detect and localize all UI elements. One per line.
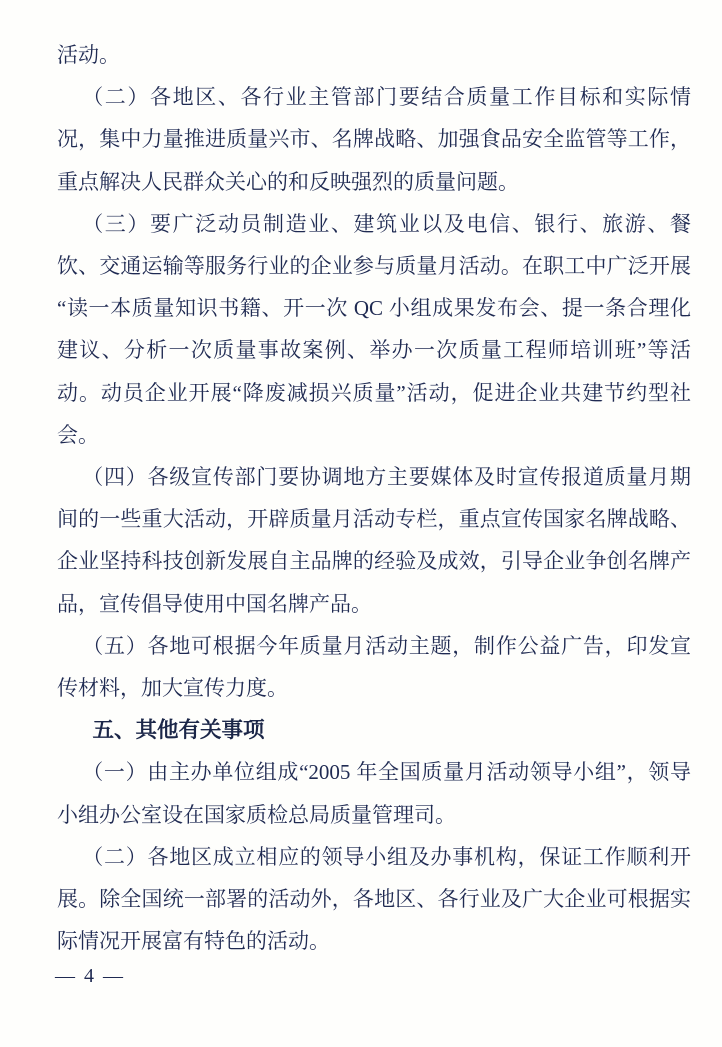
section-heading-other-matters: 五、其他有关事项: [92, 718, 265, 743]
paragraph-item-3: （三）要广泛动员制造业、建筑业以及电信、银行、旅游、餐饮、交通运输等服务行业的企业参与质量月活动。在职工中广泛开展“读一本质量知识书籍、开一次 QC 小组成果发布会、提一条合理化建议、分析一次质量事故案例、举办一次质量工程师培训班”等活动。动员企业开展“降废减损兴质量”活动，促进企业共建节约型社会。: [57, 211, 691, 447]
paragraph-continuation: 活动。: [57, 43, 120, 67]
paragraph-subitem-1: （一）由主办单位组成“2005 年全国质量月活动领导小组”，领导小组办公室设在国家质检总局质量管理司。: [57, 760, 691, 827]
document-body: [57, 34, 691, 962]
paragraph-subitem-2: （二）各地区成立相应的领导小组及办事机构，保证工作顺利开展。除全国统一部署的活动外，各地区、各行业及广大企业可根据实际情况开展富有特色的活动。: [57, 844, 691, 954]
paragraph-item-5: （五）各地可根据今年质量月活动主题，制作公益广告，印发宣传材料，加大宣传力度。: [57, 633, 691, 701]
paragraph-item-2: （二）各地区、各行业主管部门要结合质量工作目标和实际情况，集中力量推进质量兴市、名牌战略、加强食品安全监管等工作，重点解决人民群众关心的和反映强烈的质量问题。: [57, 85, 691, 194]
page-number: — 4 —: [55, 965, 125, 987]
paragraph-item-4: （四）各级宣传部门要协调地方主要媒体及时宣传报道质量月期间的一些重大活动，开辟质量月活动专栏，重点宣传国家名牌战略、企业坚持科技创新发展自主品牌的经验及成效，引导企业争创名牌产品，宣传倡导使用中国名牌产品。: [57, 465, 691, 616]
